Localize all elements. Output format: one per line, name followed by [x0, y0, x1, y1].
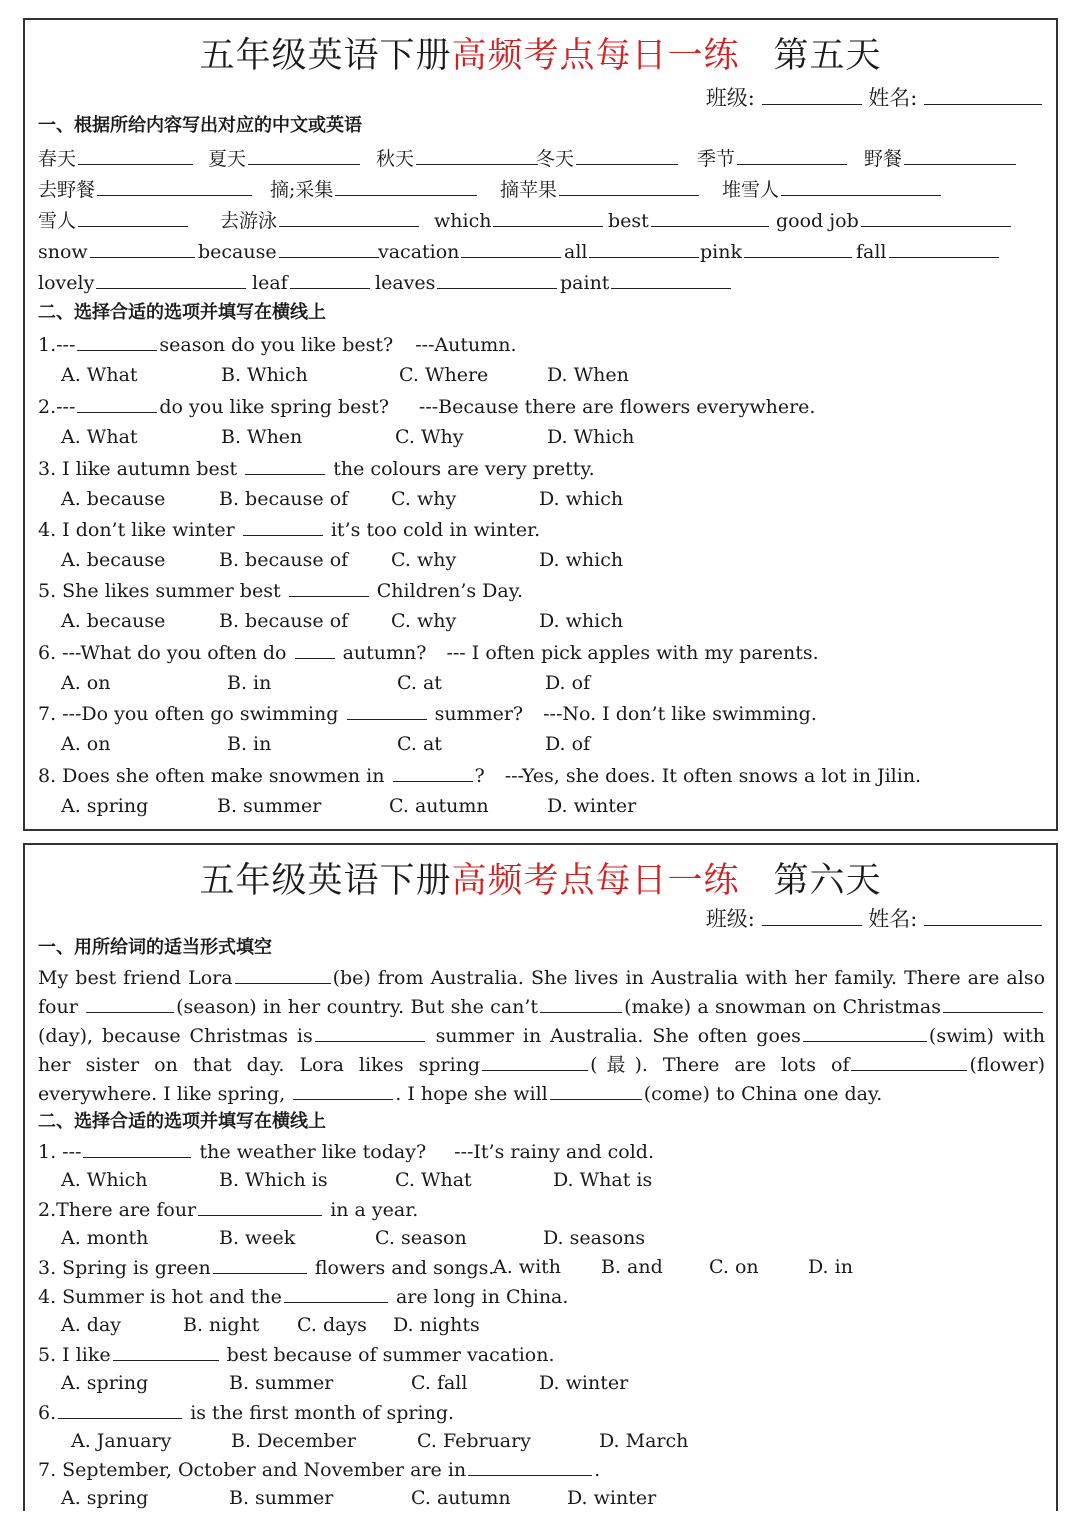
- option-d[interactable]: D. What is: [553, 1169, 653, 1191]
- vocab-blank[interactable]: [97, 177, 252, 196]
- passage-blank[interactable]: [803, 1025, 927, 1042]
- option-b[interactable]: B. in: [227, 672, 272, 694]
- option-d[interactable]: D. winter: [567, 1487, 657, 1509]
- question-text: .: [594, 1459, 601, 1481]
- passage-text: (flower) everywhere. I like spring,: [38, 1054, 1046, 1105]
- vocab-row: [38, 177, 1038, 203]
- option-c[interactable]: C. at: [397, 733, 442, 755]
- name-field[interactable]: [924, 84, 1042, 105]
- question-text: 5. She likes summer best: [38, 580, 281, 602]
- passage-text: (day), because Christmas is: [38, 1025, 313, 1047]
- class-field[interactable]: [762, 905, 862, 926]
- option-b[interactable]: B. night: [183, 1314, 260, 1336]
- title-highlight: 高频考点每日一练: [451, 36, 740, 76]
- vocab-blank[interactable]: [461, 239, 561, 258]
- cloze-passage: [38, 964, 1045, 1109]
- vocab-blank[interactable]: [78, 146, 193, 165]
- vocab-row: [38, 146, 1038, 172]
- question-text: in a year.: [330, 1199, 419, 1221]
- passage-text: (swim) with her sister on that day. Lora likes spring: [38, 1025, 1045, 1076]
- option-b[interactable]: B. summer: [217, 795, 322, 817]
- option-c[interactable]: C. why: [391, 610, 457, 632]
- question-text: 6. ---What do you often do: [38, 642, 287, 664]
- question: [38, 456, 595, 481]
- passage-text: (最). There are lots of: [590, 1054, 850, 1076]
- vocab-word: 去游泳: [220, 210, 278, 232]
- passage-text: (come) to China one day.: [643, 1083, 883, 1105]
- answer-blank[interactable]: [347, 701, 427, 720]
- name-label: 姓名:: [868, 907, 918, 931]
- question-text: is the first month of spring.: [190, 1402, 455, 1424]
- passage-text: (season) in her country. But she can’t: [176, 996, 539, 1018]
- option-b[interactable]: B. because of: [219, 610, 349, 632]
- question: [38, 701, 817, 726]
- vocab-blank[interactable]: [90, 239, 195, 258]
- page-title: [25, 28, 1056, 78]
- option-a[interactable]: A. What: [61, 364, 138, 386]
- answer-blank[interactable]: [393, 763, 473, 782]
- vocab-blank[interactable]: [96, 270, 246, 289]
- option-a[interactable]: A. because: [61, 488, 166, 510]
- option-c[interactable]: C. fall: [411, 1372, 468, 1394]
- option-d[interactable]: D. When: [547, 364, 629, 386]
- option-a[interactable]: A. spring: [61, 795, 149, 817]
- title-day: 第五天: [773, 36, 882, 76]
- section-heading: 二、选择合适的选项并填写在横线上: [38, 302, 326, 323]
- option-a[interactable]: A. What: [61, 426, 138, 448]
- option-a[interactable]: A. because: [61, 549, 166, 571]
- passage-blank[interactable]: [550, 1083, 642, 1100]
- title-grade: 五年级英语下册: [199, 861, 452, 901]
- vocab-word: 去野餐: [38, 179, 96, 201]
- question-text: 4. Summer is hot and the: [38, 1286, 282, 1308]
- vocab-blank[interactable]: [781, 177, 941, 196]
- question-text: season do you like best?: [159, 334, 394, 356]
- passage-blank[interactable]: [540, 996, 622, 1013]
- question-text: 6.: [38, 1402, 57, 1424]
- vocab-row: [38, 270, 1038, 296]
- answer-blank[interactable]: [284, 1284, 388, 1303]
- vocab-word: 季节: [697, 148, 736, 170]
- question: [38, 1255, 1038, 1280]
- option-a[interactable]: A. on: [61, 733, 111, 755]
- passage-text: (make) a snowman on Christmas: [624, 996, 942, 1018]
- class-name-line: [706, 903, 1042, 933]
- answer-blank[interactable]: [468, 1457, 592, 1476]
- question-text: 4. I don’t like winter: [38, 519, 235, 541]
- option-b[interactable]: B. and: [601, 1256, 663, 1278]
- vocab-word: 春天: [38, 148, 77, 170]
- option-c[interactable]: C. why: [391, 549, 457, 571]
- option-d[interactable]: D. of: [545, 733, 591, 755]
- option-b[interactable]: B. in: [227, 733, 272, 755]
- name-label: 姓名:: [868, 86, 918, 110]
- answer-blank[interactable]: [77, 332, 157, 351]
- option-b[interactable]: B. December: [231, 1430, 356, 1452]
- vocab-blank[interactable]: [437, 270, 557, 289]
- answer-blank[interactable]: [289, 578, 369, 597]
- question-text: 2.There are four: [38, 1199, 197, 1221]
- vocab-word: lovely: [38, 272, 95, 294]
- vocab-word: fall: [856, 241, 887, 263]
- option-a[interactable]: A. month: [61, 1227, 149, 1249]
- answer-hint: ---Yes, she does. It often snows a lot in Jilin.: [504, 765, 922, 787]
- vocab-word: which: [434, 210, 492, 232]
- question-text: best because of summer vacation.: [226, 1344, 555, 1366]
- vocab-word: 摘;采集: [270, 179, 334, 201]
- question-text: 3. I like autumn best: [38, 458, 238, 480]
- section-heading: 一、用所给词的适当形式填空: [38, 937, 272, 958]
- vocab-blank[interactable]: [493, 208, 603, 227]
- option-c[interactable]: C. why: [391, 488, 457, 510]
- vocab-row: [38, 239, 1038, 265]
- vocab-blank[interactable]: [290, 270, 370, 289]
- option-c[interactable]: C. Why: [395, 426, 464, 448]
- option-c[interactable]: C. autumn: [389, 795, 489, 817]
- question-text: summer?: [434, 703, 524, 725]
- option-d[interactable]: D. which: [539, 488, 624, 510]
- passage-blank[interactable]: [943, 996, 1043, 1013]
- question-text: 5. I like: [38, 1344, 111, 1366]
- option-a[interactable]: A. January: [71, 1430, 172, 1452]
- option-c[interactable]: C. What: [395, 1169, 472, 1191]
- option-d[interactable]: D. in: [808, 1256, 853, 1278]
- option-b[interactable]: B. summer: [229, 1372, 334, 1394]
- question-text: the weather like today?: [199, 1141, 427, 1163]
- option-a[interactable]: A. because: [61, 610, 166, 632]
- question-text: Children’s Day.: [376, 580, 523, 602]
- vocab-blank[interactable]: [889, 239, 999, 258]
- passage-text: (be) from Australia. She lives in Australia with her family. There are also four: [38, 967, 1046, 1018]
- answer-hint: ---No. I don’t like swimming.: [543, 703, 817, 725]
- answer-hint: ---Autumn.: [415, 334, 517, 356]
- question-text: autumn?: [342, 642, 427, 664]
- vocab-blank[interactable]: [279, 208, 419, 227]
- answer-blank[interactable]: [295, 640, 335, 659]
- answer-hint: --- I often pick apples with my parents.: [446, 642, 819, 664]
- vocab-blank[interactable]: [589, 239, 699, 258]
- vocab-blank[interactable]: [576, 146, 678, 165]
- passage-blank[interactable]: [86, 996, 174, 1013]
- worksheet-day-5: [23, 18, 1058, 831]
- question: [38, 332, 517, 357]
- option-d[interactable]: D. which: [539, 549, 624, 571]
- question: [38, 763, 921, 788]
- vocab-word: 堆雪人: [722, 179, 780, 201]
- option-d[interactable]: D. winter: [539, 1372, 629, 1394]
- option-c[interactable]: C. February: [417, 1430, 531, 1452]
- vocab-word: 野餐: [864, 148, 903, 170]
- vocab-blank[interactable]: [611, 270, 731, 289]
- answer-blank[interactable]: [77, 394, 157, 413]
- worksheet-day-6: [23, 843, 1058, 1511]
- vocab-word: 雪人: [38, 210, 77, 232]
- option-a[interactable]: A. day: [61, 1314, 122, 1336]
- vocab-word: vacation: [378, 241, 460, 263]
- vocab-word: 秋天: [376, 148, 415, 170]
- passage-text: My best friend Lora: [38, 967, 233, 989]
- question-text: ?: [474, 765, 485, 787]
- vocab-word: 摘苹果: [500, 179, 558, 201]
- option-d[interactable]: D. nights: [393, 1314, 480, 1336]
- option-c[interactable]: C. Where: [399, 364, 489, 386]
- question: [38, 394, 815, 419]
- passage-blank[interactable]: [293, 1083, 393, 1100]
- question: [38, 1197, 418, 1222]
- page-title: [25, 853, 1056, 903]
- question-text: 2.---: [38, 396, 76, 418]
- vocab-word: because: [198, 241, 277, 263]
- class-field[interactable]: [762, 84, 862, 105]
- question: [38, 1139, 654, 1164]
- vocab-word: leaves: [375, 272, 436, 294]
- option-c[interactable]: C. at: [397, 672, 442, 694]
- option-d[interactable]: D. winter: [547, 795, 637, 817]
- question-text: the colours are very pretty.: [333, 458, 595, 480]
- passage-blank[interactable]: [851, 1054, 967, 1071]
- option-a[interactable]: A. Which: [61, 1169, 148, 1191]
- option-c[interactable]: C. season: [375, 1227, 467, 1249]
- vocab-word: all: [564, 241, 588, 263]
- option-a[interactable]: A. with: [493, 1256, 562, 1278]
- option-a[interactable]: A. spring: [61, 1372, 149, 1394]
- name-field[interactable]: [924, 905, 1042, 926]
- question-text: are long in China.: [395, 1286, 569, 1308]
- option-d[interactable]: D. seasons: [543, 1227, 646, 1249]
- question: [38, 578, 523, 603]
- answer-blank[interactable]: [245, 456, 325, 475]
- passage-blank[interactable]: [235, 967, 331, 984]
- option-c[interactable]: C. days: [297, 1314, 367, 1336]
- question: [38, 1342, 555, 1367]
- passage-text: summer in Australia. She often goes: [435, 1025, 801, 1047]
- passage-text: . I hope she will: [395, 1083, 548, 1105]
- option-b[interactable]: B. because of: [219, 549, 349, 571]
- question-text: 7. ---Do you often go swimming: [38, 703, 339, 725]
- answer-blank[interactable]: [58, 1400, 182, 1419]
- vocab-word: pink: [700, 241, 742, 263]
- question-text: 7. September, October and November are in: [38, 1459, 467, 1481]
- section-heading: 二、选择合适的选项并填写在横线上: [38, 1111, 326, 1132]
- option-d[interactable]: D. which: [539, 610, 624, 632]
- vocab-blank[interactable]: [559, 177, 699, 196]
- vocab-word: good job: [776, 210, 859, 232]
- class-label: 班级:: [705, 907, 755, 931]
- answer-hint: ---It’s rainy and cold.: [454, 1141, 655, 1163]
- vocab-blank[interactable]: [744, 239, 852, 258]
- vocab-blank[interactable]: [737, 146, 847, 165]
- vocab-blank[interactable]: [279, 239, 379, 258]
- vocab-word: leaf: [252, 272, 288, 294]
- vocab-blank[interactable]: [248, 146, 360, 165]
- vocab-blank[interactable]: [651, 208, 769, 227]
- option-d[interactable]: D. March: [599, 1430, 689, 1452]
- question-text: 3. Spring is green: [38, 1257, 211, 1279]
- vocab-blank[interactable]: [904, 146, 1016, 165]
- option-b[interactable]: B. week: [219, 1227, 296, 1249]
- question-text: 8. Does she often make snowmen in: [38, 765, 385, 787]
- class-label: 班级:: [705, 86, 755, 110]
- option-d[interactable]: D. Which: [547, 426, 635, 448]
- vocab-word: best: [608, 210, 649, 232]
- option-b[interactable]: B. Which: [221, 364, 308, 386]
- question-text: it’s too cold in winter.: [330, 519, 541, 541]
- question-text: do you like spring best?: [159, 396, 389, 418]
- option-c[interactable]: C. autumn: [411, 1487, 511, 1509]
- question: [38, 1400, 454, 1425]
- vocab-row: [38, 208, 1038, 234]
- option-b[interactable]: B. summer: [229, 1487, 334, 1509]
- answer-blank[interactable]: [113, 1342, 219, 1361]
- vocab-blank[interactable]: [416, 146, 538, 165]
- answer-blank[interactable]: [198, 1197, 322, 1216]
- option-b[interactable]: B. Which is: [219, 1169, 328, 1191]
- answer-blank[interactable]: [83, 1139, 191, 1158]
- class-name-line: [706, 82, 1042, 112]
- option-d[interactable]: D. of: [545, 672, 591, 694]
- vocab-word: paint: [560, 272, 610, 294]
- section-heading: 一、根据所给内容写出对应的中文或英语: [38, 115, 362, 136]
- vocab-blank[interactable]: [335, 177, 477, 196]
- answer-hint: ---Because there are flowers everywhere.: [418, 396, 816, 418]
- option-c[interactable]: C. on: [709, 1256, 759, 1278]
- passage-blank[interactable]: [315, 1025, 425, 1042]
- passage-blank[interactable]: [482, 1054, 588, 1071]
- vocab-blank[interactable]: [78, 208, 188, 227]
- question: [38, 517, 540, 542]
- title-grade: 五年级英语下册: [199, 36, 452, 76]
- question: [38, 640, 819, 665]
- vocab-blank[interactable]: [861, 208, 1011, 227]
- title-day: 第六天: [773, 861, 882, 901]
- question: [38, 1457, 600, 1482]
- vocab-word: snow: [38, 241, 88, 263]
- answer-blank[interactable]: [213, 1255, 307, 1274]
- answer-blank[interactable]: [243, 517, 323, 536]
- vocab-word: 夏天: [208, 148, 247, 170]
- question-text: 1.---: [38, 334, 76, 356]
- option-a[interactable]: A. on: [61, 672, 111, 694]
- question-text: 1. ---: [38, 1141, 82, 1163]
- title-highlight: 高频考点每日一练: [451, 861, 740, 901]
- option-a[interactable]: A. spring: [61, 1487, 149, 1509]
- option-b[interactable]: B. When: [221, 426, 303, 448]
- option-b[interactable]: B. because of: [219, 488, 349, 510]
- question: [38, 1284, 568, 1309]
- question-text: flowers and songs.: [314, 1257, 495, 1279]
- vocab-word: 冬天: [536, 148, 575, 170]
